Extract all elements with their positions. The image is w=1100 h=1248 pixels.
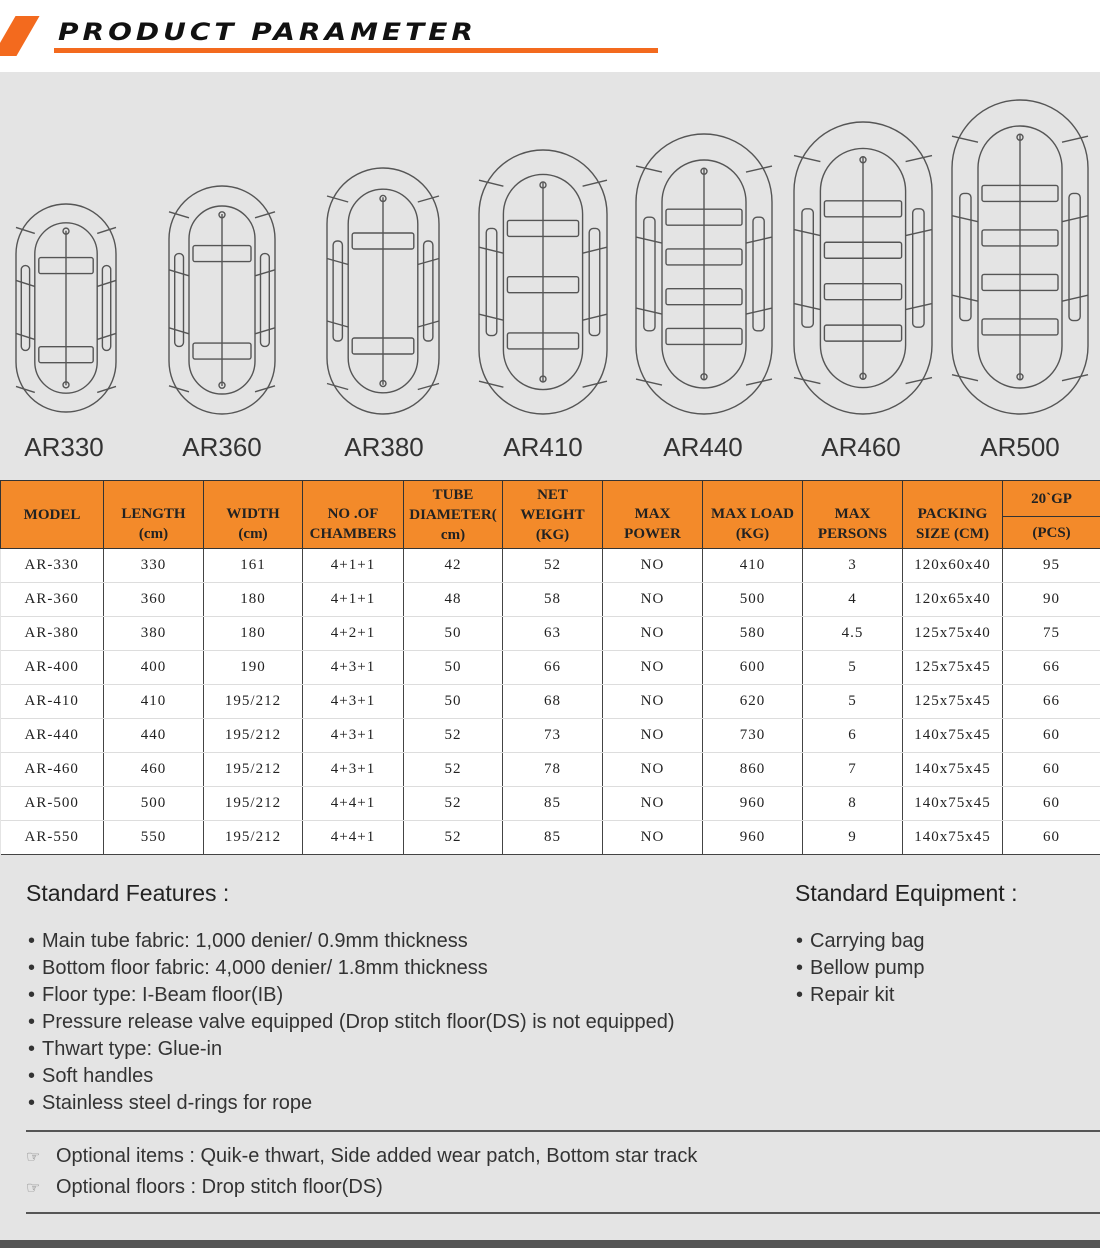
chamber-seam bbox=[952, 136, 978, 142]
table-cell: 195/212 bbox=[204, 685, 303, 719]
boat-ar460 bbox=[792, 120, 934, 416]
table-cell: 52 bbox=[404, 787, 503, 821]
table-cell: 5 bbox=[803, 685, 903, 719]
chamber-seam bbox=[794, 230, 820, 236]
list-item: • Soft handles bbox=[28, 1065, 154, 1087]
bottom-bar bbox=[0, 1240, 1100, 1248]
table-cell: NO bbox=[603, 753, 703, 787]
header-length: LENGTH (cm) bbox=[104, 481, 204, 549]
table-row bbox=[1, 583, 1100, 617]
side-handle bbox=[802, 209, 813, 327]
table-cell: 4+4+1 bbox=[303, 821, 404, 855]
chamber-seam bbox=[746, 308, 772, 314]
chamber-seam bbox=[952, 375, 978, 381]
chamber-seam bbox=[636, 166, 662, 172]
table-cell: 500 bbox=[104, 787, 204, 821]
list-item: • Carrying bag bbox=[796, 930, 925, 952]
table-cell: 78 bbox=[503, 753, 603, 787]
table-cell: 60 bbox=[1003, 787, 1100, 821]
table-cell: 73 bbox=[503, 719, 603, 753]
header-width: WIDTH (cm) bbox=[204, 481, 303, 549]
chamber-seam bbox=[636, 308, 662, 314]
table-cell: 380 bbox=[104, 617, 204, 651]
table-cell: 120x60x40 bbox=[903, 549, 1003, 583]
chamber-seam bbox=[746, 379, 772, 385]
table-cell: 52 bbox=[404, 821, 503, 855]
table-cell: 4+2+1 bbox=[303, 617, 404, 651]
chamber-seam bbox=[255, 212, 275, 218]
table-cell: 400 bbox=[104, 651, 204, 685]
table-cell: AR-500 bbox=[1, 787, 104, 821]
chamber-seam bbox=[583, 180, 607, 186]
table-cell: 60 bbox=[1003, 753, 1100, 787]
table-cell: 730 bbox=[703, 719, 803, 753]
standard-equipment-list bbox=[796, 928, 925, 1009]
chamber-seam bbox=[1062, 375, 1088, 381]
table-cell: 120x65x40 bbox=[903, 583, 1003, 617]
header-max-power: MAX POWER bbox=[603, 481, 703, 549]
boat-ar500 bbox=[950, 98, 1090, 416]
spec-table-body bbox=[1, 549, 1100, 855]
table-cell: 500 bbox=[703, 583, 803, 617]
table-cell: 68 bbox=[503, 685, 603, 719]
side-handle bbox=[424, 241, 433, 341]
page-header bbox=[0, 0, 1100, 72]
chamber-seam bbox=[794, 304, 820, 310]
header-accent-stripe bbox=[0, 16, 40, 56]
chamber-seam bbox=[583, 381, 607, 387]
table-cell: 5 bbox=[803, 651, 903, 685]
table-cell: 8 bbox=[803, 787, 903, 821]
standard-features-list bbox=[28, 928, 675, 1117]
table-cell: 125x75x45 bbox=[903, 685, 1003, 719]
header-pcs: (PCS) bbox=[1003, 517, 1100, 549]
header-20gp: 20`GP bbox=[1003, 481, 1100, 517]
list-item: • Floor type: I-Beam floor(IB) bbox=[28, 984, 284, 1006]
table-cell: 161 bbox=[204, 549, 303, 583]
header-net-weight: NET WEIGHT (KG) bbox=[503, 481, 603, 549]
boat-label: AR440 bbox=[663, 432, 743, 462]
table-cell: 66 bbox=[1003, 651, 1100, 685]
header-underline bbox=[54, 48, 658, 53]
table-cell: 7 bbox=[803, 753, 903, 787]
boat-ar440-drawing bbox=[634, 132, 774, 416]
table-cell: 95 bbox=[1003, 549, 1100, 583]
header-packing-size: PACKING SIZE (CM) bbox=[903, 481, 1003, 549]
table-row bbox=[1, 549, 1100, 583]
chamber-seam bbox=[479, 314, 503, 320]
table-cell: 4+3+1 bbox=[303, 753, 404, 787]
chamber-seam bbox=[794, 156, 820, 162]
table-cell: 860 bbox=[703, 753, 803, 787]
boat-label: AR410 bbox=[503, 432, 583, 462]
table-cell: 125x75x40 bbox=[903, 617, 1003, 651]
boat-ar500-drawing bbox=[950, 98, 1090, 416]
table-cell: 190 bbox=[204, 651, 303, 685]
chamber-seam bbox=[583, 247, 607, 253]
chamber-seam bbox=[479, 180, 503, 186]
table-cell: AR-410 bbox=[1, 685, 104, 719]
table-cell: 180 bbox=[204, 583, 303, 617]
divider bbox=[26, 1130, 1100, 1132]
chamber-seam bbox=[906, 304, 932, 310]
optional-items: ☞ Optional items : Quik-e thwart, Side added wear patch, Bottom star track bbox=[26, 1145, 698, 1167]
table-cell: 60 bbox=[1003, 821, 1100, 855]
table-cell: 52 bbox=[503, 549, 603, 583]
chamber-seam bbox=[794, 378, 820, 384]
boat-ar330 bbox=[14, 202, 118, 414]
side-handle bbox=[644, 217, 655, 331]
chamber-seam bbox=[418, 196, 439, 202]
side-handle bbox=[753, 217, 764, 331]
boat-ar360 bbox=[167, 184, 277, 416]
chamber-seam bbox=[1062, 136, 1088, 142]
table-cell: NO bbox=[603, 549, 703, 583]
boat-ar330-drawing bbox=[14, 202, 118, 414]
list-item: • Thwart type: Glue-in bbox=[28, 1038, 223, 1060]
table-cell: 195/212 bbox=[204, 821, 303, 855]
table-cell: 58 bbox=[503, 583, 603, 617]
chamber-seam bbox=[327, 259, 348, 265]
chamber-seam bbox=[1062, 295, 1088, 301]
table-cell: AR-440 bbox=[1, 719, 104, 753]
header-max-load: MAX LOAD (KG) bbox=[703, 481, 803, 549]
table-cell: 85 bbox=[503, 787, 603, 821]
pointing-hand-icon: ☞ bbox=[26, 1149, 41, 1166]
table-cell: 360 bbox=[104, 583, 204, 617]
chamber-seam bbox=[327, 196, 348, 202]
table-cell: NO bbox=[603, 719, 703, 753]
boat-ar380 bbox=[325, 166, 441, 416]
table-row bbox=[1, 617, 1100, 651]
table-cell: 75 bbox=[1003, 617, 1100, 651]
table-cell: 125x75x45 bbox=[903, 651, 1003, 685]
table-cell: 180 bbox=[204, 617, 303, 651]
boat-ar440 bbox=[634, 132, 774, 416]
table-cell: AR-360 bbox=[1, 583, 104, 617]
table-cell: 140x75x45 bbox=[903, 821, 1003, 855]
chamber-seam bbox=[479, 247, 503, 253]
chamber-seam bbox=[16, 227, 35, 233]
chamber-seam bbox=[583, 314, 607, 320]
chamber-seam bbox=[169, 328, 189, 334]
chamber-seam bbox=[746, 237, 772, 243]
header-chambers: NO .OF CHAMBERS bbox=[303, 481, 404, 549]
header-tube-diameter: TUBE DIAMETER( cm) bbox=[404, 481, 503, 549]
table-cell: 50 bbox=[404, 651, 503, 685]
table-cell: 60 bbox=[1003, 719, 1100, 753]
side-handle bbox=[486, 228, 497, 335]
chamber-seam bbox=[418, 259, 439, 265]
boat-ar410 bbox=[477, 148, 609, 416]
table-cell: 140x75x45 bbox=[903, 753, 1003, 787]
standard-features-title: Standard Features : bbox=[26, 880, 230, 906]
table-cell: 66 bbox=[1003, 685, 1100, 719]
chamber-seam bbox=[746, 166, 772, 172]
table-cell: 4+4+1 bbox=[303, 787, 404, 821]
table-cell: AR-400 bbox=[1, 651, 104, 685]
table-cell: 330 bbox=[104, 549, 204, 583]
chamber-seam bbox=[16, 333, 35, 339]
table-cell: 50 bbox=[404, 617, 503, 651]
table-cell: 600 bbox=[703, 651, 803, 685]
table-cell: NO bbox=[603, 821, 703, 855]
table-cell: 4+3+1 bbox=[303, 685, 404, 719]
table-row bbox=[1, 685, 1100, 719]
table-cell: 960 bbox=[703, 787, 803, 821]
table-cell: 48 bbox=[404, 583, 503, 617]
boat-ar460-drawing bbox=[792, 120, 934, 416]
chamber-seam bbox=[952, 295, 978, 301]
chamber-seam bbox=[97, 333, 116, 339]
list-item: • Main tube fabric: 1,000 denier/ 0.9mm thickness bbox=[28, 930, 468, 952]
side-handle bbox=[1069, 193, 1080, 320]
spec-table bbox=[0, 480, 1100, 855]
table-cell: 580 bbox=[703, 617, 803, 651]
header-model: MODEL bbox=[1, 481, 104, 549]
boat-label: AR500 bbox=[980, 432, 1060, 462]
table-row bbox=[1, 821, 1100, 855]
table-cell: 52 bbox=[404, 753, 503, 787]
boat-ar360-drawing bbox=[167, 184, 277, 416]
chamber-seam bbox=[418, 321, 439, 327]
page-title: PRODUCT PARAMETER bbox=[58, 18, 477, 47]
table-row bbox=[1, 787, 1100, 821]
list-item: • Bellow pump bbox=[796, 957, 925, 979]
table-row bbox=[1, 651, 1100, 685]
table-cell: 550 bbox=[104, 821, 204, 855]
table-cell: 3 bbox=[803, 549, 903, 583]
table-cell: 410 bbox=[703, 549, 803, 583]
table-cell: NO bbox=[603, 583, 703, 617]
chamber-seam bbox=[636, 379, 662, 385]
table-cell: 52 bbox=[404, 719, 503, 753]
side-handle bbox=[333, 241, 342, 341]
table-cell: 85 bbox=[503, 821, 603, 855]
table-cell: 4+1+1 bbox=[303, 583, 404, 617]
pointing-hand-icon: ☞ bbox=[26, 1180, 41, 1197]
table-cell: 9 bbox=[803, 821, 903, 855]
table-cell: 63 bbox=[503, 617, 603, 651]
table-cell: 140x75x45 bbox=[903, 787, 1003, 821]
side-handle bbox=[589, 228, 600, 335]
table-cell: 140x75x45 bbox=[903, 719, 1003, 753]
chamber-seam bbox=[169, 212, 189, 218]
table-cell: 460 bbox=[104, 753, 204, 787]
table-cell: AR-380 bbox=[1, 617, 104, 651]
table-cell: 195/212 bbox=[204, 787, 303, 821]
table-cell: 4 bbox=[803, 583, 903, 617]
chamber-seam bbox=[636, 237, 662, 243]
divider bbox=[26, 1212, 1100, 1214]
chamber-seam bbox=[255, 328, 275, 334]
table-cell: NO bbox=[603, 617, 703, 651]
table-cell: AR-330 bbox=[1, 549, 104, 583]
chamber-seam bbox=[327, 321, 348, 327]
chamber-seam bbox=[418, 384, 439, 390]
table-cell: 195/212 bbox=[204, 719, 303, 753]
chamber-seam bbox=[906, 156, 932, 162]
table-cell: 6 bbox=[803, 719, 903, 753]
table-cell: 66 bbox=[503, 651, 603, 685]
table-cell: 620 bbox=[703, 685, 803, 719]
table-cell: 440 bbox=[104, 719, 204, 753]
boat-label: AR380 bbox=[344, 432, 424, 462]
table-cell: 410 bbox=[104, 685, 204, 719]
table-row bbox=[1, 719, 1100, 753]
table-cell: 4.5 bbox=[803, 617, 903, 651]
list-item: • Pressure release valve equipped (Drop stitch floor(DS) is not equipped) bbox=[28, 1011, 675, 1033]
table-cell: AR-460 bbox=[1, 753, 104, 787]
chamber-seam bbox=[906, 230, 932, 236]
boat-ar410-drawing bbox=[477, 148, 609, 416]
chamber-seam bbox=[1062, 216, 1088, 222]
header-max-persons: MAX PERSONS bbox=[803, 481, 903, 549]
chamber-seam bbox=[952, 216, 978, 222]
boat-label: AR460 bbox=[821, 432, 901, 462]
chamber-seam bbox=[327, 384, 348, 390]
side-handle bbox=[913, 209, 924, 327]
chamber-seam bbox=[255, 270, 275, 276]
boat-illustrations bbox=[0, 72, 1100, 470]
chamber-seam bbox=[16, 280, 35, 286]
table-cell: 195/212 bbox=[204, 753, 303, 787]
chamber-seam bbox=[906, 378, 932, 384]
boat-label: AR330 bbox=[24, 432, 104, 462]
chamber-seam bbox=[97, 227, 116, 233]
table-cell: 90 bbox=[1003, 583, 1100, 617]
chamber-seam bbox=[479, 381, 503, 387]
table-row bbox=[1, 753, 1100, 787]
boat-ar380-drawing bbox=[325, 166, 441, 416]
optional-floors: ☞ Optional floors : Drop stitch floor(DS) bbox=[26, 1176, 383, 1198]
table-cell: AR-550 bbox=[1, 821, 104, 855]
table-cell: NO bbox=[603, 651, 703, 685]
table-cell: 50 bbox=[404, 685, 503, 719]
table-cell: 960 bbox=[703, 821, 803, 855]
standard-equipment-title: Standard Equipment : bbox=[795, 880, 1018, 906]
chamber-seam bbox=[97, 280, 116, 286]
list-item: • Repair kit bbox=[796, 984, 895, 1006]
table-cell: NO bbox=[603, 787, 703, 821]
chamber-seam bbox=[169, 270, 189, 276]
table-cell: 42 bbox=[404, 549, 503, 583]
table-cell: 4+3+1 bbox=[303, 719, 404, 753]
boat-label: AR360 bbox=[182, 432, 262, 462]
list-item: • Stainless steel d-rings for rope bbox=[28, 1092, 313, 1114]
list-item: • Bottom floor fabric: 4,000 denier/ 1.8mm thickness bbox=[28, 957, 488, 979]
table-cell: NO bbox=[603, 685, 703, 719]
side-handle bbox=[960, 193, 971, 320]
table-cell: 4+3+1 bbox=[303, 651, 404, 685]
table-cell: 4+1+1 bbox=[303, 549, 404, 583]
